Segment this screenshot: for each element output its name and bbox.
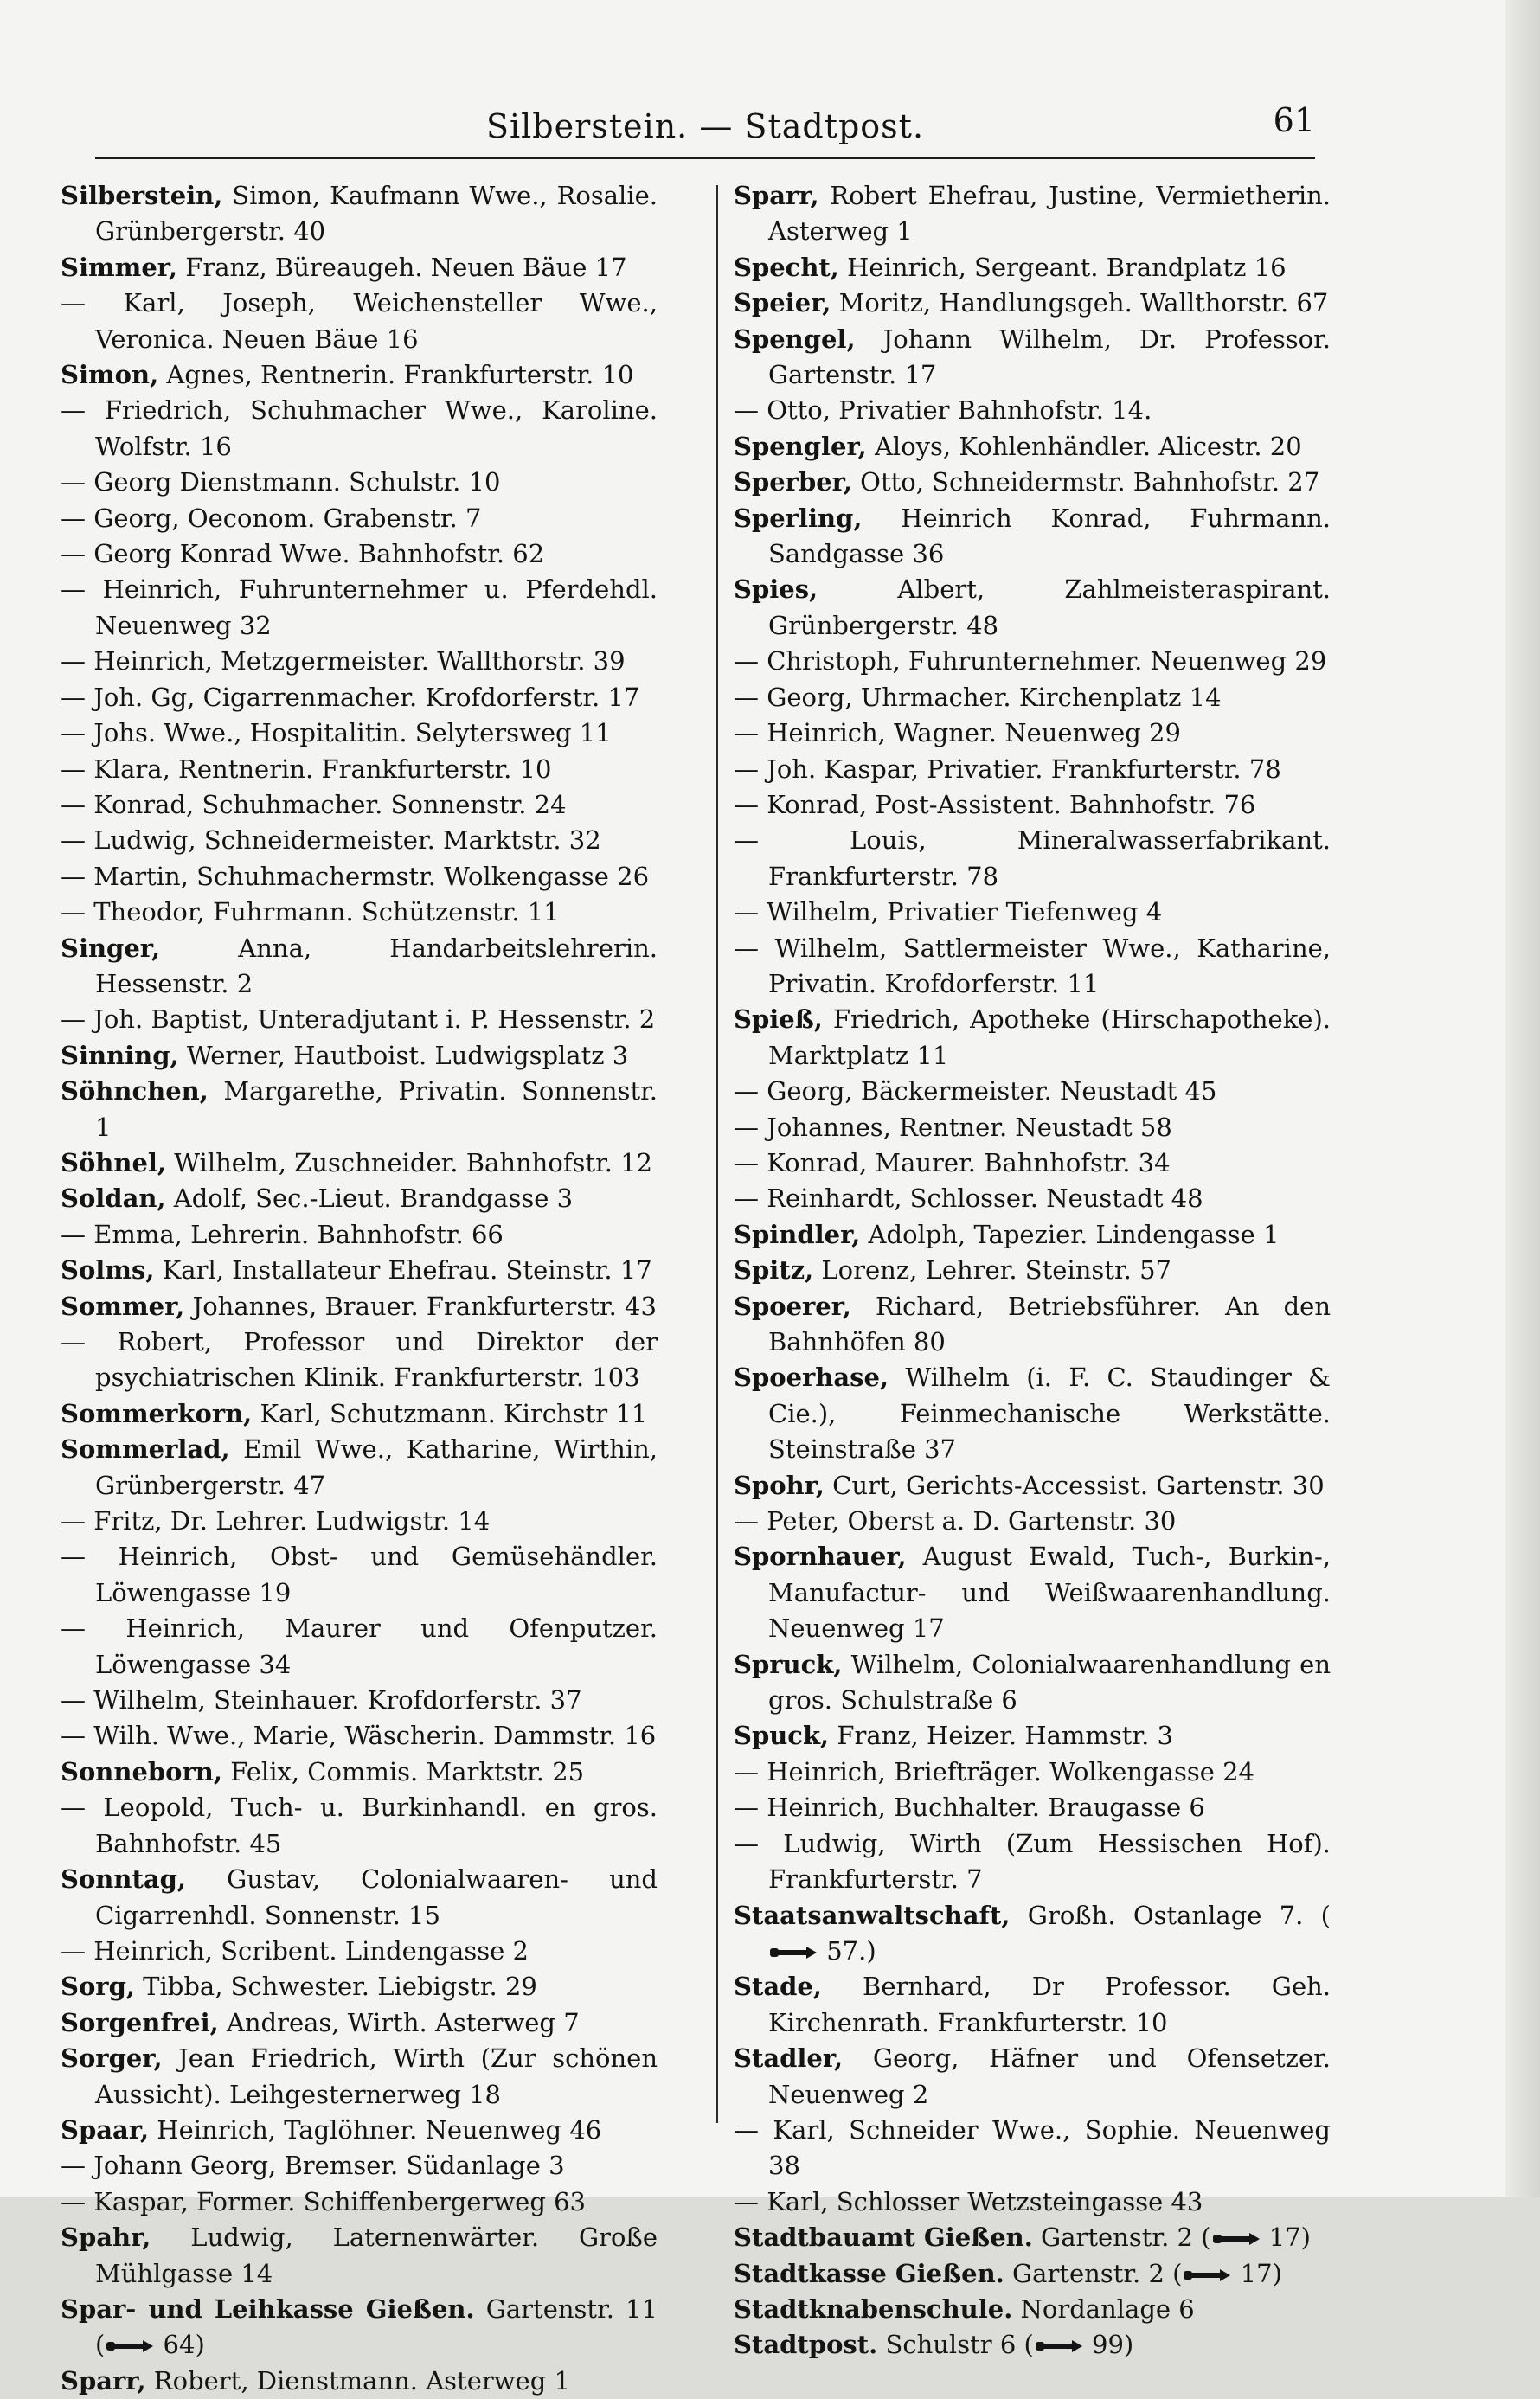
entry-details: — Georg Konrad Wwe. Bahnhofstr. 62 [61, 539, 545, 569]
directory-entry [734, 1504, 1331, 1539]
directory-entry [734, 680, 1331, 715]
entry-details: Lorenz, Lehrer. Steinstr. 57 [813, 1255, 1171, 1286]
entry-details: Curt, Gerichts-Accessist. Gartenstr. 30 [824, 1470, 1325, 1500]
entry-details: — Heinrich, Briefträger. Wolkengasse 24 [734, 1756, 1254, 1786]
directory-entry [61, 859, 658, 895]
directory-entry [61, 644, 658, 679]
telephone-pointer-icon [1034, 2338, 1084, 2355]
directory-entry [734, 1253, 1331, 1288]
entry-details: Georg, Häfner und Ofensetzer. Neuenweg 2 [768, 2043, 1331, 2109]
directory-entry [734, 715, 1331, 751]
directory-entry [61, 1718, 658, 1754]
directory-entry [61, 285, 658, 357]
entry-details: Großh. Ostanlage 7. ( [1010, 1900, 1331, 1930]
directory-entry [61, 1325, 658, 1396]
directory-entry [734, 1790, 1331, 1825]
directory-entry [61, 1969, 658, 2005]
entry-name: Singer, [61, 933, 161, 963]
entry-details: August Ewald, Tuch-, Burkin-, Manufactur- und Weißwaarenhandlung. Neuenweg 17 [768, 1542, 1331, 1644]
right-column [734, 178, 1331, 2364]
entry-name: Spengel, [734, 324, 856, 354]
entry-details: Gartenstr. 2 ( [1004, 2258, 1183, 2288]
directory-entry [734, 429, 1331, 465]
directory-entry [61, 501, 658, 536]
directory-entry [734, 787, 1331, 823]
directory-entry [734, 178, 1331, 250]
entry-name: Spruck, [734, 1649, 843, 1679]
directory-entry [734, 1718, 1331, 1754]
directory-entry [61, 1181, 658, 1216]
entry-details: — Konrad, Schuhmacher. Sonnenstr. 24 [61, 789, 567, 819]
directory-entry [61, 2148, 658, 2184]
directory-entry [734, 1754, 1331, 1790]
directory-entry [61, 572, 658, 644]
directory-entry [61, 2005, 658, 2041]
entry-details: — Heinrich, Buchhalter. Braugasse 6 [734, 1793, 1205, 1823]
directory-entry [734, 1360, 1331, 1467]
entry-details: — Konrad, Maurer. Bahnhofstr. 34 [734, 1147, 1171, 1177]
entry-name: Spahr, [61, 2223, 151, 2253]
entry-details: Heinrich, Taglöhner. Neuenweg 46 [149, 2114, 602, 2145]
entry-details: Franz, Büreaugeh. Neuen Bäue 17 [177, 252, 627, 282]
entry-details: Adolf, Sec.-Lieut. Brandgasse 3 [165, 1183, 574, 1214]
entry-details: — Ludwig, Wirth (Zum Hessischen Hof). Frankfurterstr. 7 [734, 1828, 1331, 1895]
entry-name: Spuck, [734, 1721, 830, 1751]
entry-name: Spindler, [734, 1219, 861, 1249]
directory-entry [61, 2364, 658, 2399]
entry-details: Margarethe, Privatin. Sonnenstr. 1 [95, 1076, 658, 1142]
entry-details: — Robert, Professor und Direktor der psychiatrischen Klinik. Frankfurterstr. 103 [61, 1327, 658, 1393]
entry-details: Nordanlage 6 [1012, 2293, 1195, 2324]
directory-entry [734, 895, 1331, 930]
entry-details: Schulstr 6 ( [877, 2330, 1034, 2360]
entry-details: Bernhard, Dr Professor. Geh. Kirchenrath. Frankfurterstr. 10 [768, 1972, 1331, 2037]
directory-entry [734, 572, 1331, 644]
entry-details: — Karl, Schneider Wwe., Sophie. Neuenweg 38 [734, 2114, 1331, 2181]
entry-details: — Heinrich, Obst- und Gemüsehändler. Löwengasse 19 [61, 1542, 658, 1607]
entry-name: Sorgenfrei, [61, 2007, 219, 2037]
entry-name: Spohr, [734, 1470, 825, 1500]
entry-details: Richard, Betriebsführer. An den Bahnhöfen 80 [768, 1291, 1331, 1357]
entry-details: Heinrich, Sergeant. Brandplatz 16 [838, 252, 1287, 282]
entry-name: Stadler, [734, 2043, 844, 2074]
entry-details: Tibba, Schwester. Liebigstr. 29 [134, 1972, 537, 2002]
entry-details: — Otto, Privatier Bahnhofstr. 14. [734, 395, 1152, 426]
entry-name: Sorger, [61, 2043, 163, 2074]
entry-details: Adolph, Tapezier. Lindengasse 1 [860, 1219, 1280, 1249]
entry-details: Ludwig, Laternenwärter. Große Mühlgasse 14 [95, 2223, 658, 2288]
page-binding-shadow [1505, 0, 1540, 2197]
entry-name: Sperber, [734, 467, 852, 497]
entry-details: — Johs. Wwe., Hospitalitin. Selytersweg 11 [61, 718, 612, 748]
entry-details: Agnes, Rentnerin. Frankfurterstr. 10 [158, 360, 634, 390]
entry-name: Staatsanwaltschaft, [734, 1900, 1011, 1930]
directory-entry [734, 644, 1331, 679]
directory-entry [734, 1002, 1331, 1074]
entry-name: Stade, [734, 1972, 822, 2002]
directory-entry [61, 1754, 658, 1790]
directory-entry [734, 2113, 1331, 2184]
entry-details: Friedrich, Apotheke (Hirschapotheke). Marktplatz 11 [768, 1004, 1331, 1070]
directory-entry [61, 1504, 658, 1539]
entry-details: — Fritz, Dr. Lehrer. Ludwigstr. 14 [61, 1506, 491, 1536]
entry-details: Felix, Commis. Marktstr. 25 [222, 1756, 585, 1786]
entry-details: — Johann Georg, Bremser. Südanlage 3 [61, 2151, 565, 2181]
entry-details: — Kaspar, Former. Schiffenbergerweg 63 [61, 2186, 587, 2216]
entry-details: — Leopold, Tuch- u. Burkinhandl. en gros. Bahnhofstr. 45 [61, 1793, 658, 1858]
directory-entry [61, 357, 658, 393]
entry-name: Spoerhase, [734, 1363, 889, 1393]
telephone-number: 57.) [818, 1935, 876, 1966]
entry-name: Simmer, [61, 252, 178, 282]
entry-details: — Joh. Gg, Cigarrenmacher. Krofdorferstr. 17 [61, 682, 640, 712]
directory-entry [734, 250, 1331, 285]
entry-details: — Louis, Mineralwasserfabrikant. Frankfurterstr. 78 [734, 825, 1331, 891]
directory-entry [61, 536, 658, 572]
telephone-number: 17) [1232, 2258, 1282, 2288]
entry-name: Spaar, [61, 2114, 150, 2145]
directory-entry [61, 1396, 658, 1432]
directory-entry [734, 2220, 1331, 2255]
telephone-pointer-icon [105, 2338, 155, 2355]
directory-entry [734, 2256, 1331, 2292]
entry-details: — Heinrich, Maurer und Ofenputzer. Löwengasse 34 [61, 1613, 658, 1679]
entry-details: Karl, Installateur Ehefrau. Steinstr. 17 [154, 1255, 652, 1286]
entry-details: Simon, Kaufmann Wwe., Rosalie. Grünbergerstr. 40 [95, 181, 658, 247]
entry-name: Silberstein, [61, 181, 223, 210]
entry-details: — Ludwig, Schneidermeister. Marktstr. 32 [61, 825, 601, 856]
entry-details: — Georg, Bäckermeister. Neustadt 45 [734, 1076, 1217, 1106]
directory-entry [734, 285, 1331, 321]
directory-entry [61, 178, 658, 250]
directory-entry [734, 1898, 1331, 1970]
entry-details: — Georg Dienstmann. Schulstr. 10 [61, 467, 501, 497]
entry-details: — Heinrich, Wagner. Neuenweg 29 [734, 718, 1181, 748]
entry-details: — Georg, Uhrmacher. Kirchenplatz 14 [734, 682, 1222, 712]
directory-entry [61, 823, 658, 858]
column-divider [716, 185, 718, 2123]
telephone-number: 64) [155, 2330, 205, 2360]
entry-details: Johannes, Brauer. Frankfurterstr. 43 [184, 1291, 657, 1321]
entry-name: Solms, [61, 1255, 155, 1286]
entry-details: Albert, Zahlmeisteraspirant. Grünbergerstr. 48 [768, 574, 1331, 640]
directory-entry [61, 250, 658, 285]
entry-name: Soldan, [61, 1183, 166, 1214]
entry-name: Specht, [734, 252, 839, 282]
entry-details: — Georg, Oeconom. Grabenstr. 7 [61, 503, 482, 533]
directory-entry [61, 1934, 658, 1969]
entry-name: Sommerkorn, [61, 1398, 253, 1428]
entry-details: Anna, Handarbeitslehrerin. Hessenstr. 2 [95, 933, 658, 998]
directory-entry [61, 1432, 658, 1504]
directory-entry [61, 1253, 658, 1288]
entry-details: Andreas, Wirth. Asterweg 7 [218, 2007, 580, 2037]
entry-name: Sinning, [61, 1040, 179, 1070]
entry-name: Spoerer, [734, 1291, 852, 1321]
entry-details: Robert, Dienstmann. Asterweg 1 [145, 2365, 570, 2396]
left-column [61, 178, 658, 2399]
entry-details: Wilhelm (i. F. C. Staudinger & Cie.), Feinmechanische Werkstätte. Steinstraße 37 [768, 1363, 1331, 1465]
entry-details: — Joh. Kaspar, Privatier. Frankfurterstr. 78 [734, 754, 1281, 784]
directory-entry [61, 1038, 658, 1074]
entry-details: Franz, Heizer. Hammstr. 3 [829, 1721, 1173, 1751]
entry-name: Sommer, [61, 1291, 185, 1321]
entry-details: Gustav, Colonialwaaren- und Cigarrenhdl. Sonnenstr. 15 [95, 1864, 658, 1930]
entry-details: — Wilhelm, Sattlermeister Wwe., Katharine, Privatin. Krofdorferstr. 11 [734, 933, 1331, 998]
page-number: 61 [1273, 101, 1315, 139]
directory-entry [734, 322, 1331, 394]
entry-details: — Klara, Rentnerin. Frankfurterstr. 10 [61, 754, 552, 784]
directory-entry [61, 2184, 658, 2220]
directory-entry [734, 1289, 1331, 1361]
directory-entry [61, 2220, 658, 2292]
directory-entry [734, 2292, 1331, 2327]
entry-name: Spieß, [734, 1004, 823, 1035]
entry-name: Spitz, [734, 1255, 814, 1286]
directory-entry [61, 2292, 658, 2364]
entry-details: — Reinhardt, Schlosser. Neustadt 48 [734, 1183, 1203, 1214]
entry-details: — Peter, Oberst a. D. Gartenstr. 30 [734, 1506, 1177, 1536]
directory-entry [61, 1074, 658, 1145]
entry-details: Otto, Schneidermstr. Bahnhofstr. 27 [851, 467, 1320, 497]
entry-name: Sommerlad, [61, 1434, 230, 1465]
entry-name: Spengler, [734, 431, 867, 461]
directory-entry [734, 465, 1331, 500]
entry-details: — Heinrich, Metzgermeister. Wallthorstr. 39 [61, 646, 626, 677]
directory-entry [61, 715, 658, 751]
entry-name: Sorg, [61, 1972, 135, 2002]
directory-entry [61, 895, 658, 930]
directory-entry [61, 931, 658, 1003]
entry-name: Stadtbauamt Gießen. [734, 2223, 1033, 2253]
directory-entry [61, 2041, 658, 2113]
directory-entry [61, 2113, 658, 2148]
entry-name: Sonntag, [61, 1864, 187, 1895]
entry-details: Jean Friedrich, Wirth (Zur schönen Aussicht). Leihgesternerweg 18 [95, 2043, 658, 2109]
directory-entry [734, 1539, 1331, 1646]
entry-details: Gartenstr. 11 ( [95, 2293, 658, 2360]
entry-details: Wilhelm, Colonialwaarenhandlung en gros. Schulstraße 6 [768, 1649, 1331, 1716]
entry-details: Wilhelm, Zuschneider. Bahnhofstr. 12 [166, 1147, 653, 1177]
entry-name: Stadtknabenschule. [734, 2293, 1013, 2324]
entry-name: Sperling, [734, 503, 863, 533]
entry-details: — Theodor, Fuhrmann. Schützenstr. 11 [61, 897, 560, 927]
telephone-pointer-icon [1211, 2230, 1261, 2248]
running-title: Silberstein. — Stadtpost. [485, 107, 925, 145]
entry-name: Söhnchen, [61, 1076, 209, 1106]
entry-details: Karl, Schutzmann. Kirchstr 11 [252, 1398, 648, 1428]
directory-entry [734, 2041, 1331, 2113]
directory-entry [734, 931, 1331, 1003]
entry-details: — Johannes, Rentner. Neustadt 58 [734, 1112, 1172, 1142]
entry-name: Stadtkasse Gießen. [734, 2258, 1004, 2288]
entry-details: Moritz, Handlungsgeh. Wallthorstr. 67 [831, 288, 1329, 318]
telephone-number: 17) [1261, 2223, 1311, 2253]
directory-entry [61, 1217, 658, 1253]
directory-entry [734, 1110, 1331, 1145]
entry-details: — Friedrich, Schuhmacher Wwe., Karoline. Wolfstr. 16 [61, 395, 658, 461]
directory-entry [734, 1145, 1331, 1181]
entry-name: Spies, [734, 574, 818, 605]
entry-details: — Karl, Joseph, Weichensteller Wwe., Veronica. Neuen Bäue 16 [61, 288, 658, 354]
entry-name: Spar- und Leihkasse Gießen. [61, 2293, 475, 2324]
entry-details: Heinrich Konrad, Fuhrmann. Sandgasse 36 [768, 503, 1331, 569]
directory-entry [61, 1289, 658, 1325]
directory-entry [61, 680, 658, 715]
entry-details: — Martin, Schuhmachermstr. Wolkengasse 26 [61, 861, 650, 891]
entry-details: — Christoph, Fuhrunternehmer. Neuenweg 29 [734, 646, 1327, 677]
directory-entry [61, 1683, 658, 1718]
directory-entry [734, 393, 1331, 428]
entry-details: Emil Wwe., Katharine, Wirthin, Grünbergerstr. 47 [95, 1434, 658, 1500]
telephone-pointer-icon [768, 1944, 818, 1961]
entry-details: — Karl, Schlosser Wetzsteingasse 43 [734, 2186, 1203, 2216]
directory-entry [734, 1074, 1331, 1109]
entry-details: — Wilhelm, Steinhauer. Krofdorferstr. 37 [61, 1685, 582, 1716]
entry-name: Söhnel, [61, 1147, 167, 1177]
entry-details: Johann Wilhelm, Dr. Professor. Gartenstr. 17 [768, 324, 1331, 390]
entry-name: Sparr, [61, 2365, 146, 2396]
telephone-number: 99) [1083, 2330, 1134, 2360]
directory-entry [734, 501, 1331, 573]
entry-details: — Konrad, Post-Assistent. Bahnhofstr. 76 [734, 789, 1256, 819]
directory-entry [734, 752, 1331, 787]
entry-details: Werner, Hautboist. Ludwigsplatz 3 [178, 1040, 629, 1070]
page-header [95, 97, 1315, 159]
telephone-pointer-icon [1182, 2267, 1232, 2284]
directory-entry [734, 823, 1331, 895]
directory-entry [734, 2327, 1331, 2363]
directory-entry [734, 1181, 1331, 1216]
directory-entry [61, 1790, 658, 1862]
entry-name: Sparr, [734, 181, 819, 210]
entry-name: Spornhauer, [734, 1542, 907, 1572]
directory-entry [61, 465, 658, 500]
entry-details: — Wilhelm, Privatier Tiefenweg 4 [734, 897, 1163, 927]
entry-name: Stadtpost. [734, 2330, 878, 2360]
directory-entry [61, 1611, 658, 1683]
directory-entry [61, 752, 658, 787]
directory-entry [61, 1002, 658, 1037]
entry-details: — Heinrich, Scribent. Lindengasse 2 [61, 1935, 529, 1966]
directory-entry [61, 1539, 658, 1611]
entry-details: Gartenstr. 2 ( [1032, 2223, 1211, 2253]
directory-entry [734, 1969, 1331, 2041]
entry-name: Sonneborn, [61, 1756, 222, 1786]
entry-details: — Wilh. Wwe., Marie, Wäscherin. Dammstr. 16 [61, 1721, 657, 1751]
entry-details: Aloys, Kohlenhändler. Alicestr. 20 [866, 431, 1302, 461]
entry-name: Simon, [61, 360, 159, 390]
directory-entry [61, 393, 658, 465]
directory-entry [61, 787, 658, 823]
directory-entry [734, 1217, 1331, 1253]
entry-details: — Heinrich, Fuhrunternehmer u. Pferdehdl. Neuenweg 32 [61, 574, 658, 640]
directory-entry [734, 1468, 1331, 1504]
directory-entry [734, 1647, 1331, 1719]
directory-entry [734, 2184, 1331, 2220]
directory-entry [61, 1862, 658, 1934]
directory-entry [61, 1145, 658, 1181]
entry-details: — Emma, Lehrerin. Bahnhofstr. 66 [61, 1219, 504, 1249]
directory-entry [734, 1826, 1331, 1898]
entry-details: — Joh. Baptist, Unteradjutant i. P. Hessenstr. 2 [61, 1004, 656, 1035]
entry-name: Speier, [734, 288, 831, 318]
entry-details: Robert Ehefrau, Justine, Vermietherin. Asterweg 1 [768, 181, 1331, 247]
